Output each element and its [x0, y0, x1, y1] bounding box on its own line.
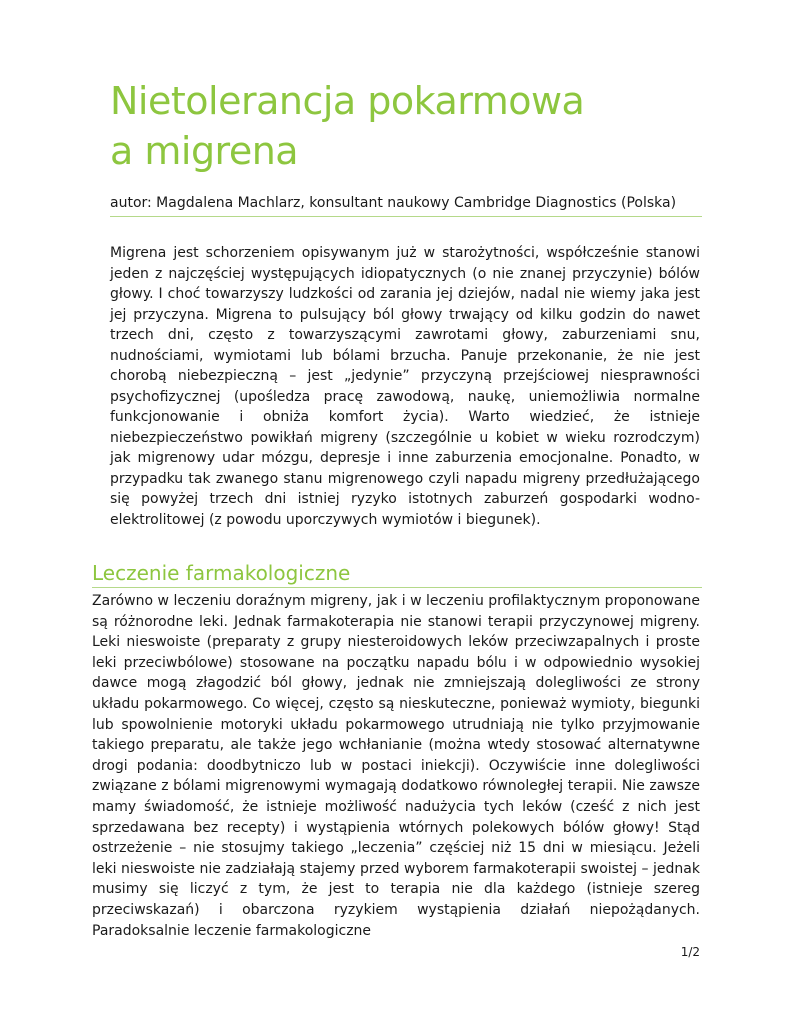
- title-line-1: Nietolerancja pokarmowa: [110, 79, 585, 123]
- section-paragraph: Zarówno w leczeniu doraźnym migreny, jak i w leczeniu profilaktycznym proponowane są różnorodne leki. Jednak farmakoterapia nie stanowi terapii przyczynowej migreny. Leki nieswoiste (preparaty z grupy niesteroidowych leków przeciwzapalnych i proste leki przeciwbólowe) stosowane na początku napadu bólu i w odpowiednio wysokiej dawce mogą złagodzić ból głowy, jednak nie zmniejszają dolegliwości ze strony układu pokarmowego. Co więcej, często są nieskuteczne, ponieważ wymioty, biegunki lub spowolnienie motoryki układu pokarmowego utrudniają nie tylko przyjmowanie takiego preparatu, ale także jego wchłanianie (można wtedy stosować alternatywne drogi podania: doodbytniczo lub w postaci iniekcji). Oczywiście inne dolegliwości związane z bólami migrenowymi wymagają dodatkowo równoległej terapii. Nie zawsze mamy świadomość, że istnieje możliwość nadużycia tych leków (cześć z nich jest sprzedawana bez recepty) i wystąpienia wtórnych polekowych bólów głowy! Stąd ostrzeżenie – nie stosujmy takiego „leczenia” częściej niż 15 dni w miesiącu. Jeżeli leki nieswoiste nie zadziałają stajemy przed wyborem farmakoterapii swoistej – jednak musimy się liczyć z tym, że jest to terapia nie dla każdego (istnieje szereg przeciwskazań) i obarczona ryzykiem wystąpienia działań niepożądanych. Paradoksalnie leczenie farmakologiczne: [92, 593, 700, 939]
- title-line-2: a migrena: [110, 129, 299, 173]
- section-heading: Leczenie farmakologiczne: [92, 560, 702, 588]
- document-title: [110, 76, 710, 176]
- intro-paragraph: Migrena jest schorzeniem opisywanym już w starożytności, współcześnie stanowi jeden z najczęściej występujących idiopatycznych (o nie znanej przyczynie) bólów głowy. I choć towarzyszy ludzkości od zarania jej dziejów, nadal nie wiemy jaka jest jej przyczyna. Migrena to pulsujący ból głowy trwający od kilku godzin do nawet trzech dni, często z towarzyszącymi zawrotami głowy, zaburzeniami snu, nudnościami, wymiotami lub bólami brzucha. Panuje przekonanie, że nie jest chorobą niebezpieczną – jest „jedynie” przyczyną przejściowej niesprawności psychofizycznej (upośledza pracę zawodową, naukę, uniemożliwia normalne funkcjonowanie i obniża komfort życia). Warto wiedzieć, że istnieje niebezpieczeństwo powikłań migreny (szczególnie u kobiet w wieku rozrodczym) jak migrenowy udar mózgu, depresje i inne zaburzenia emocjonalne. Ponadto, w przypadku tak zwanego stanu migrenowego czyli napadu migreny przedłużającego się powyżej trzech dni istniej ryzyko istotnych zaburzeń gospodarki wodno-elektrolitowej (z powodu uporczywych wymiotów i biegunek).: [110, 245, 700, 528]
- author-line: autor: Magdalena Machlarz, konsultant naukowy Cambridge Diagnostics (Polska): [110, 193, 702, 217]
- page-number: 1/2: [680, 945, 700, 959]
